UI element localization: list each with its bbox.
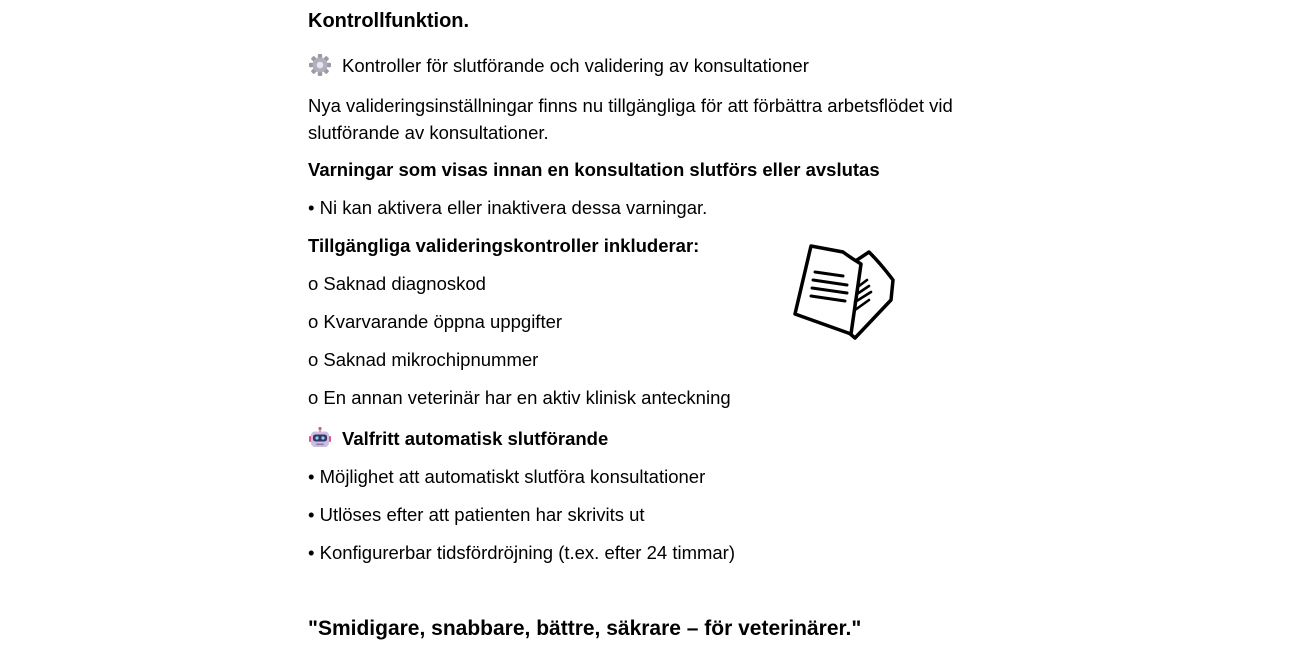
section-heading-validation [308, 53, 809, 79]
section-heading-autocomplete-text: Valfritt automatisk slutförande [342, 428, 609, 449]
warnings-heading: Varningar som visas innan en konsultation slutförs eller avslutas [308, 159, 880, 180]
warnings-bullet: • Ni kan aktivera eller inaktivera dessa varningar. [308, 197, 708, 218]
intro-paragraph: Nya valideringsinställningar finns nu tillgängliga för att förbättra arbetsflödet vid slutförande av konsultationer. [308, 95, 953, 143]
autocomplete-bullet: • Utlöses efter att patienten har skrivits ut [308, 504, 645, 525]
checks-heading: Tillgängliga valideringskontroller inkluderar: [308, 235, 700, 256]
autocomplete-bullet: • Konfigurerbar tidsfördröjning (t.ex. efter 24 timmar) [308, 542, 736, 563]
check-item: o Saknad diagnoskod [308, 273, 486, 294]
check-item: o Saknad mikrochipnummer [308, 349, 539, 370]
check-item: o Kvarvarande öppna uppgifter [308, 311, 563, 332]
section-heading-autocomplete [308, 426, 608, 452]
document-title: Kontrollfunktion. [308, 10, 470, 32]
gear-icon [308, 53, 332, 77]
tagline: "Smidigare, snabbare, bättre, säkrare – för veterinärer." [308, 617, 862, 640]
robot-icon [308, 426, 332, 450]
section-heading-validation-text: Kontroller för slutförande och validering av konsultationer [342, 55, 809, 76]
check-item: o En annan veterinär har en aktiv klinisk anteckning [308, 387, 731, 408]
documents-icon [793, 242, 897, 344]
autocomplete-bullet: • Möjlighet att automatiskt slutföra konsultationer [308, 466, 706, 487]
